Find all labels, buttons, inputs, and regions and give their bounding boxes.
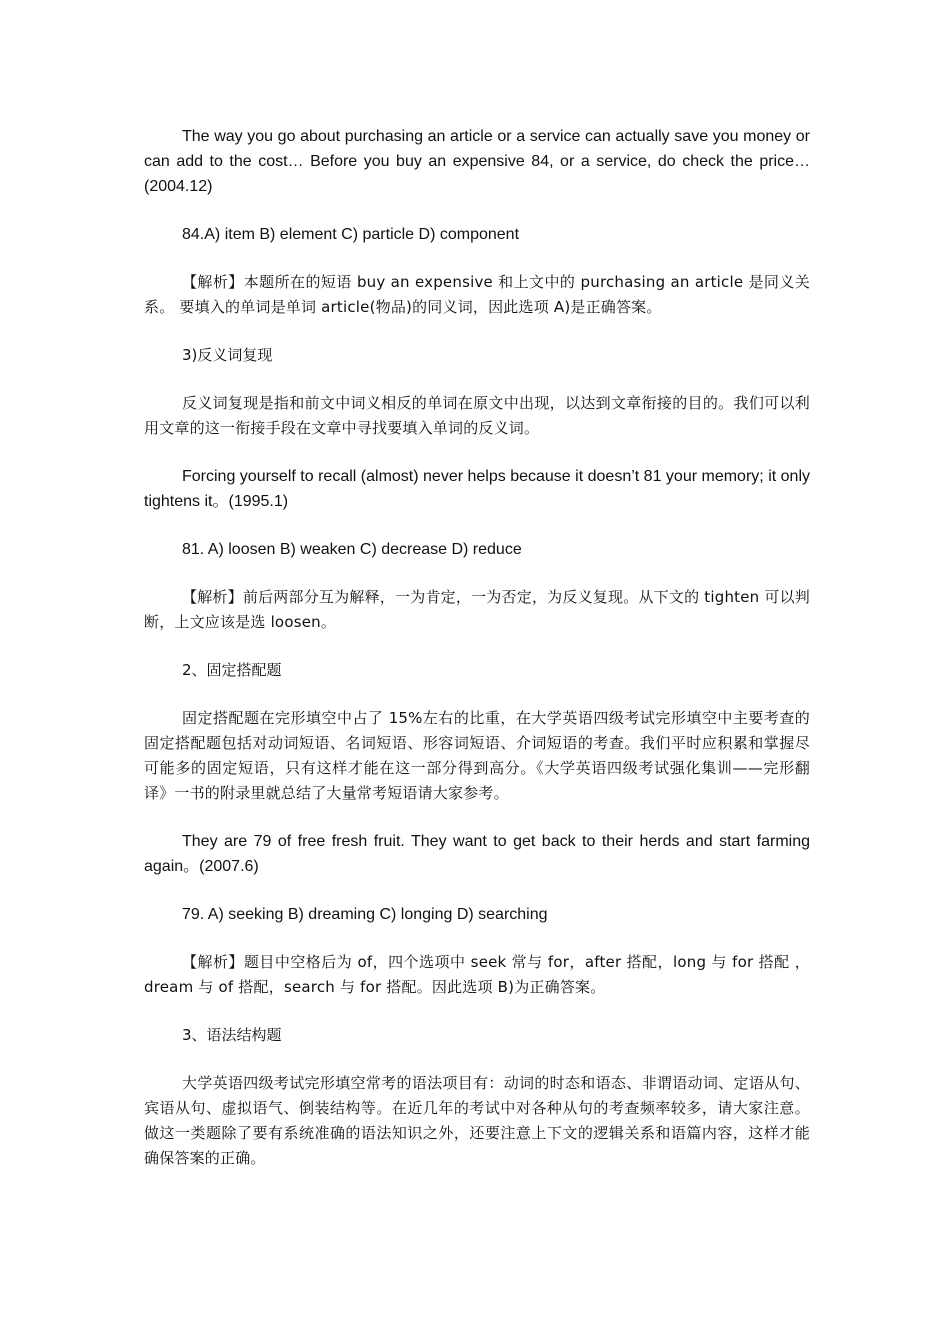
document-page <box>144 124 810 1194</box>
section-heading-collocation: 2、固定搭配题 <box>182 661 282 679</box>
section-heading-grammar: 3、语法结构题 <box>182 1026 282 1044</box>
analysis-79: 【解析】题目中空格后为 of，四个选项中 seek 常与 for，after 搭配，long 与 for 搭配 ，dream 与 of 搭配，search 与 for 搭配。因此选项 B)为正确答案。 <box>144 953 810 996</box>
analysis-84: 【解析】本题所在的短语 buy an expensive 和上文中的 purchasing an article 是同义关系。 要填入的单词是单词 article(物品)的同义词，因此选项 A)是正确答案。 <box>144 273 810 316</box>
paragraph-passage-81: Forcing yourself to recall (almost) never helps because it doesn’t 81 your memory; it only tightens it。(1995.1) <box>144 468 810 510</box>
grammar-explanation: 大学英语四级考试完形填空常考的语法项目有：动词的时态和语态、非谓语动词、定语从句、宾语从句、虚拟语气、倒装结构等。在近几年的考试中对各种从句的考查频率较多，请大家注意。做这一类题除了要有系统准确的语法知识之外，还要注意上下文的逻辑关系和语篇内容，这样才能确保答案的正确。 <box>144 1074 810 1167</box>
paragraph-passage-79: They are 79 of free fresh fruit. They want to get back to their herds and start farming again。(2007.6) <box>144 833 810 875</box>
question-79-options: 79. A) seeking B) dreaming C) longing D) searching <box>182 906 548 923</box>
question-81-options: 81. A) loosen B) weaken C) decrease D) reduce <box>182 541 522 558</box>
antonym-explanation: 反义词复现是指和前文中词义相反的单词在原文中出现，以达到文章衔接的目的。我们可以利用文章的这一衔接手段在文章中寻找要填入单词的反义词。 <box>144 394 810 437</box>
collocation-explanation: 固定搭配题在完形填空中占了 15%左右的比重，在大学英语四级考试完形填空中主要考查的固定搭配题包括对动词短语、名词短语、形容词短语、介词短语的考查。我们平时应积累和掌握尽可能多的固定短语，只有这样才能在这一部分得到高分。《大学英语四级考试强化集训——完形翻译》一书的附录里就总结了大量常考短语请大家参考。 <box>144 709 810 802</box>
question-84-options: 84.A) item B) element C) particle D) component <box>182 226 520 243</box>
section-heading-antonym: 3)反义词复现 <box>182 346 273 364</box>
paragraph-passage-84: The way you go about purchasing an article or a service can actually save you money or can add to the cost… Before you buy an expensive 84, or a service, do check the price…(2004.12) <box>144 128 810 195</box>
analysis-81: 【解析】前后两部分互为解释，一为肯定，一为否定，为反义复现。从下文的 tighten 可以判断，上文应该是选 loosen。 <box>144 588 810 631</box>
